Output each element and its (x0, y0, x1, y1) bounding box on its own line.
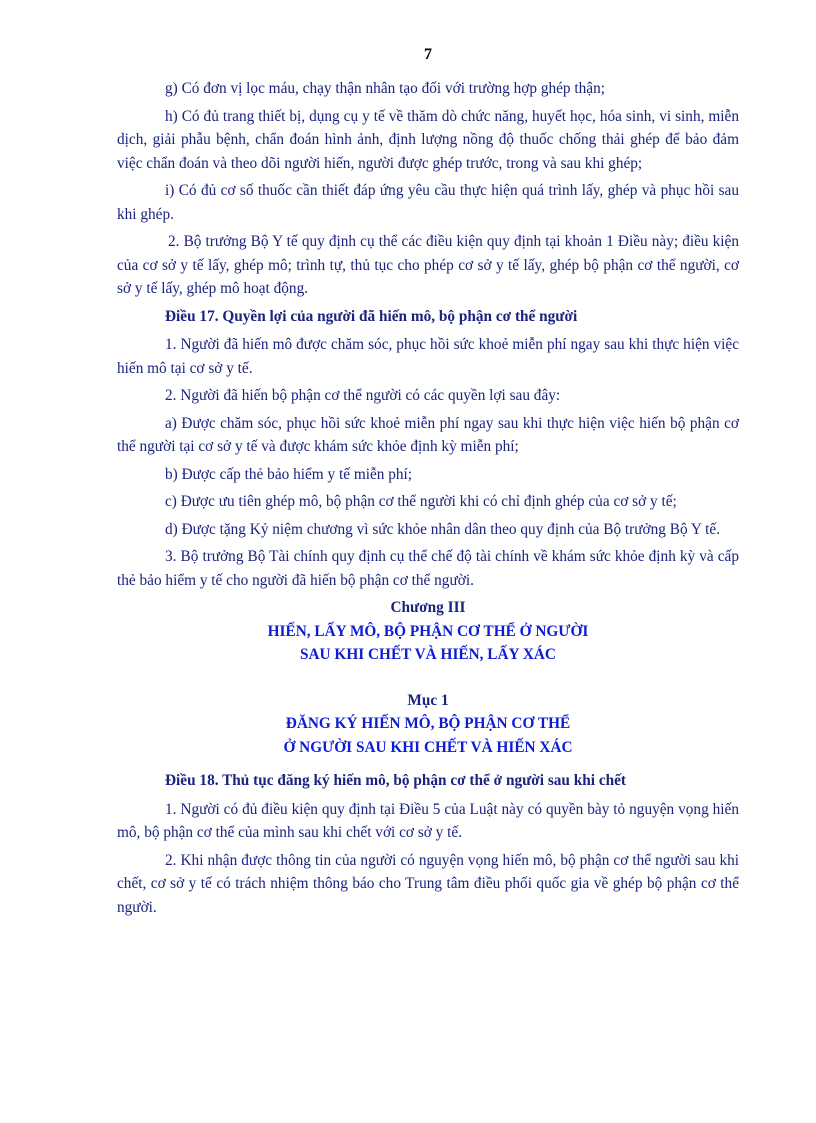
article-17-point-b: b) Được cấp thẻ bảo hiểm y tế miễn phí; (165, 465, 413, 483)
article-18-clause-1: 1. Người có đủ điều kiện quy định tại Điều 5 của Luật này có quyền bày tỏ nguyện vọng hiến mô, bộ phận cơ thể của mình sau khi chết với cơ sở y tế. (117, 800, 739, 841)
document-body (117, 77, 739, 923)
section-heading (117, 689, 739, 760)
article-17-point-a: a) Được chăm sóc, phục hồi sức khoẻ miễn phí ngay sau khi thực hiện việc hiến bộ phận cơ thể người tại cơ sở y tế và được khám sức khỏe định kỳ miễn phí; (117, 414, 739, 455)
chapter-label: Chương III (390, 599, 466, 616)
article-17-clause-2: 2. Người đã hiến bộ phận cơ thể người có các quyền lợi sau đây: (165, 387, 561, 404)
chapter-heading (117, 596, 739, 667)
section-title-line-1: ĐĂNG KÝ HIẾN MÔ, BỘ PHẬN CƠ THỂ (285, 715, 571, 732)
article-18-clause-2: 2. Khi nhận được thông tin của người có nguyện vọng hiến mô, bộ phận cơ thể người sau khi chết, cơ sở y tế có trách nhiệm thông báo cho Trung tâm điều phối quốc gia về ghép bộ phận cơ thể người. (117, 851, 739, 916)
paragraph-clause-2: 2. Bộ trưởng Bộ Y tế quy định cụ thể các điều kiện quy định tại khoản 1 Điều này; điều kiện của cơ sở y tế lấy, ghép mô; trình tự, thủ tục cho phép cơ sở y tế lấy, ghép bộ phận cơ thể người, cơ sở y tế lấy, ghép mô hoạt động. (117, 233, 739, 297)
article-17-clause-3: 3. Bộ trưởng Bộ Tài chính quy định cụ thể chế độ tài chính về khám sức khỏe định kỳ và cấp thẻ bảo hiểm y tế cho người đã hiến bộ phận cơ thể người. (117, 548, 739, 589)
paragraph-g: g) Có đơn vị lọc máu, chạy thận nhân tạo đối với trường hợp ghép thận; (165, 80, 605, 97)
paragraph-i: i) Có đủ cơ số thuốc cần thiết đáp ứng yêu cầu thực hiện quá trình lấy, ghép và phục hồi sau khi ghép. (117, 182, 739, 223)
article-17-point-d: d) Được tặng Kỷ niệm chương vì sức khỏe nhân dân theo quy định của Bộ trưởng Bộ Y tế. (165, 520, 721, 538)
section-title-line-2: Ở NGƯỜI SAU KHI CHẾT VÀ HIẾN XÁC (283, 738, 573, 756)
paragraph-h: h) Có đủ trang thiết bị, dụng cụ y tế về thăm dò chức năng, huyết học, hóa sinh, vi sinh, miễn dịch, giải phẫu bệnh, chẩn đoán hình ảnh, định lượng nồng độ thuốc chống thải ghép để bảo đảm việc chẩn đoán và theo dõi người hiến, người được ghép trước, trong và sau khi ghép; (117, 107, 739, 172)
article-17-point-c: c) Được ưu tiên ghép mô, bộ phận cơ thể người khi có chỉ định ghép của cơ sở y tế; (165, 493, 677, 510)
article-17-heading: Điều 17. Quyền lợi của người đã hiến mô, bộ phận cơ thể người (165, 307, 578, 325)
article-18-heading: Điều 18. Thủ tục đăng ký hiến mô, bộ phận cơ thể ở người sau khi chết (165, 772, 627, 789)
chapter-title-line-2: SAU KHI CHẾT VÀ HIẾN, LẤY XÁC (300, 646, 556, 663)
section-label: Mục 1 (407, 691, 449, 709)
chapter-title-line-1: HIẾN, LẤY MÔ, BỘ PHẬN CƠ THỂ Ở NGƯỜI (267, 622, 589, 640)
article-17-clause-1: 1. Người đã hiến mô được chăm sóc, phục hồi sức khoẻ miễn phí ngay sau khi thực hiện việc hiến mô tại cơ sở y tế. (117, 336, 739, 377)
page-number: 7 (424, 46, 432, 63)
